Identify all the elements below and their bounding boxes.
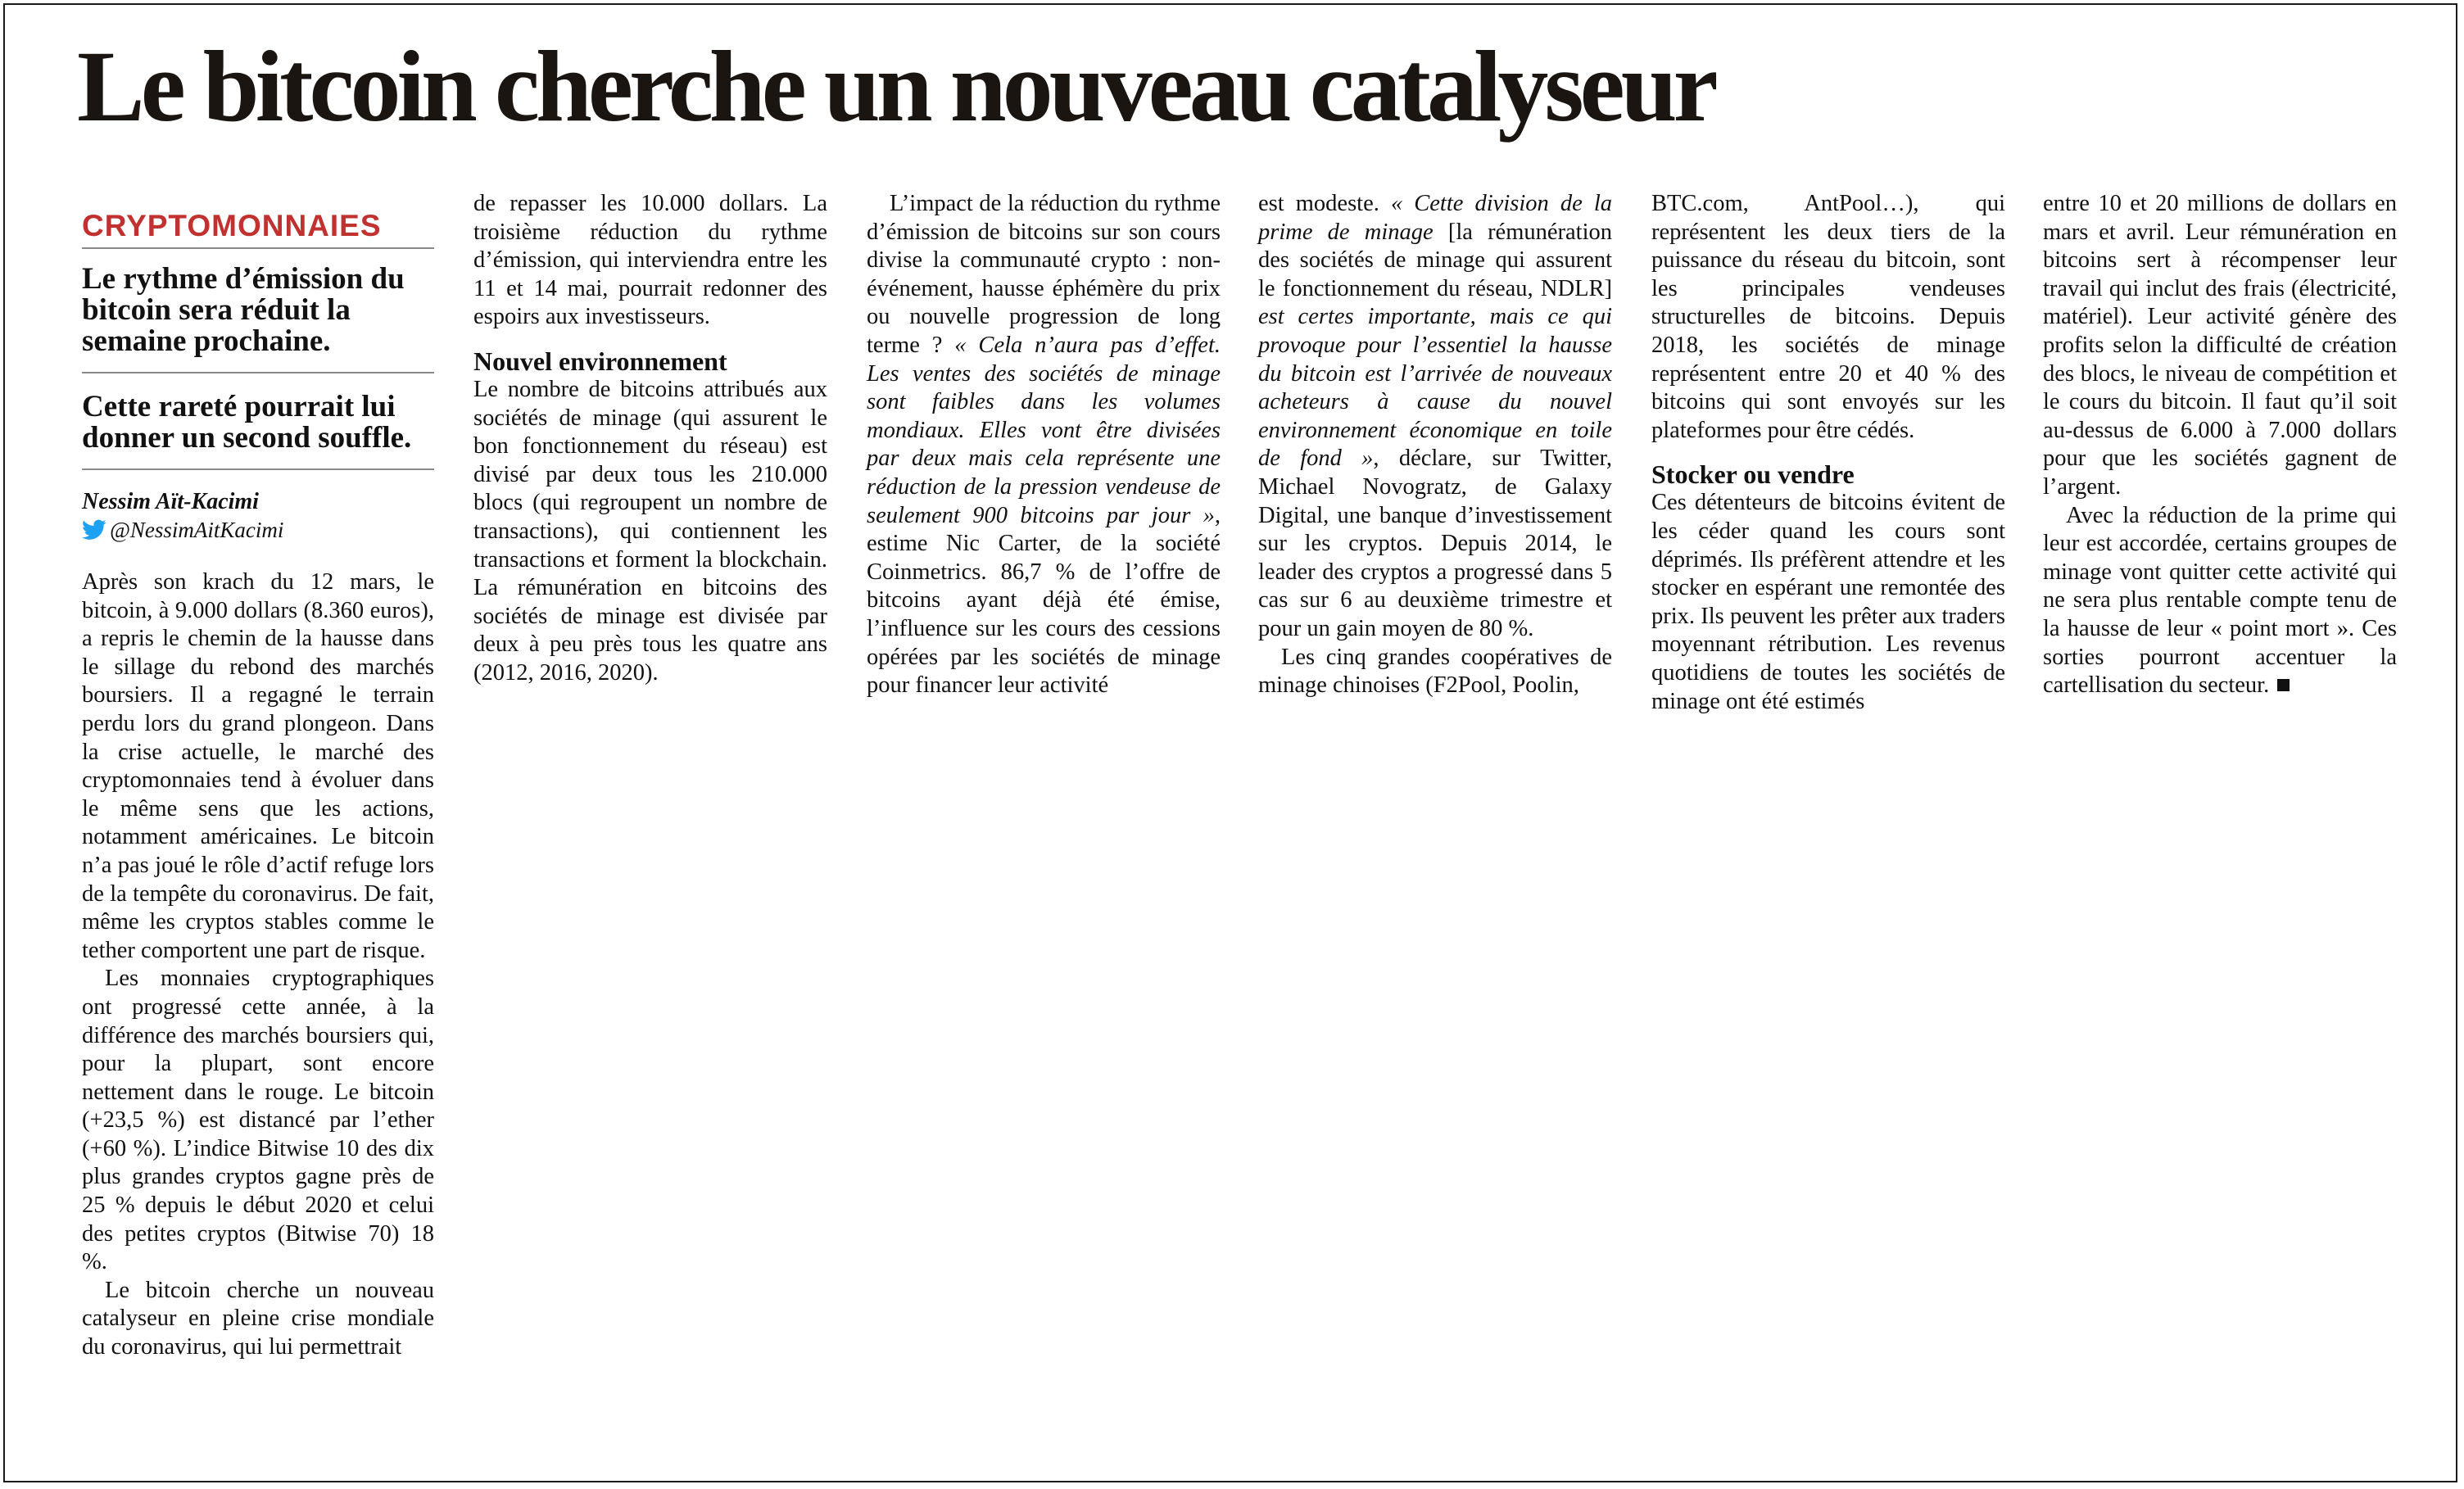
headline: Le bitcoin cherche un nouveau catalyseur — [77, 30, 1714, 143]
article-column-2 — [473, 190, 827, 688]
standfirst-2: Cette rareté pourrait lui donner un second souffle. — [82, 391, 434, 470]
subheading: Nouvel environnement — [473, 346, 727, 376]
paragraph: Après son krach du 12 mars, le bitcoin, à 9.000 dollars (8.360 euros), a repris le chemin de la hausse dans le sillage du rebond des marchés boursiers. Il a regagné le terrain perdu lors du grand plongeon. Dans la crise actuelle, le marché des cryptomonnaies tend à évoluer dans le même sens que les actions, notamment américaines. Le bitcoin n’a pas joué le rôle d’actif refuge lors de la tempête du coronavirus. De fait, même les cryptos stables comme le tether comportent une part de risque. — [82, 569, 434, 963]
paragraph: Le nombre de bitcoins attribués aux sociétés de minage (qui assurent le bon fonctionnement du réseau) est divisé par deux tous les 210.000 blocs (qui regroupent un nombre de transactions), qui contiennent les transactions et forment la blockchain. La rémunération en bitcoins des sociétés de minage est divisée par deux à peu près tous les quatre ans (2012, 2016, 2020). — [473, 376, 827, 686]
paragraph-text: est modeste. — [1258, 191, 1391, 216]
article-page — [3, 3, 2457, 1482]
section-kicker: CRYPTOMONNAIES — [82, 208, 434, 249]
author-handle: @NessimAitKacimi — [110, 518, 284, 542]
paragraph: BTC.com, AntPool…), qui représentent les deux tiers de la puissance du réseau du bitcoin, sont les principales vendeuses structurelles de bitcoins. Depuis 2018, les sociétés de minage représentent entre 20 et 40 % des bitcoins qui sont envoyés sur les plateformes pour être cédés. — [1651, 191, 2005, 443]
subheading: Stocker ou vendre — [1651, 459, 1855, 490]
quote: « Cela n’aura pas d’effet. Les ventes des sociétés de minage sont faibles dans les volumes mondiaux. Elles vont être divisées par deux mais cela représente une réduction de la pression vendeuse de seulement 900 bitcoins par jour » — [867, 332, 1221, 528]
paragraph — [2043, 502, 2397, 700]
standfirst-1: Le rythme d’émission du bitcoin sera réduit la semaine prochaine. — [82, 264, 434, 373]
end-of-article-mark — [2277, 679, 2290, 691]
twitter-bird-icon — [82, 519, 106, 547]
paragraph: entre 10 et 20 millions de dollars en mars et avril. Leur rémunération en bitcoins sert à récompenser leur travail qui inclut des frais (électricité, matériel). Leur activité génère des profits selon la difficulté de création des blocs, le niveau de compétition et le cours du bitcoin. Il faut qu’il soit au-dessus de 6.000 à 7.000 dollars pour que les sociétés gagnent de l’argent. — [2043, 191, 2397, 500]
author-name: Nessim Aït-Kacimi — [82, 489, 259, 514]
paragraph-text: Avec la réduction de la prime qui leur est accordée, certains groupes de minage vont quitter cette activité qui ne sera plus rentable compte tenu de la hausse de leur « point mort ». Ces sorties pourront accentuer la cartellisation du secteur. — [2043, 502, 2397, 699]
paragraph-text: L’impact de la réduction du rythme d’émission de bitcoins sur son cours divise la communauté crypto : non-événement, hausse éphémère du prix ou nouvelle progression de long terme ? — [867, 191, 1221, 358]
article-column-6 — [2043, 190, 2397, 700]
paragraph: de repasser les 10.000 dollars. La troisième réduction du rythme d’émission, qui interviendra entre les 11 et 14 mai, pourrait redonner des espoirs aux investisseurs. — [473, 191, 827, 330]
editor-note: [la rémunération des sociétés de minage qui assurent le fonctionnement du réseau, NDLR] — [1258, 219, 1612, 301]
article-column-4 — [1258, 190, 1612, 700]
paragraph: Ces détenteurs de bitcoins évitent de les céder quand les cours sont déprimés. Ils préfèrent attendre et les stocker en espérant une remontée des prix. Ils peuvent les prêter aux traders moyennant rétribution. Les revenus quotidiens de toutes les sociétés de minage ont été estimés — [1651, 490, 2005, 714]
quote: est certes importante, mais ce qui provoque pour l’essentiel la hausse du bitcoin est l’arrivée de nouveaux acheteurs à cause du nouvel environnement économique en toile de fond » — [1258, 304, 1612, 472]
paragraph — [1258, 190, 1612, 644]
article-column-3 — [867, 190, 1221, 700]
quote: « Cette division de la prime de minage — [1258, 191, 1612, 245]
article-column-5 — [1651, 190, 2005, 716]
paragraph — [867, 190, 1221, 700]
paragraph-text: , estime Nic Carter, de la société Coinmetrics. 86,7 % de l’offre de bitcoins ayant déjà été émise, l’influence sur les cours des cessions opérées par les sociétés de minage pour financer leur activité — [867, 502, 1221, 699]
paragraph-text: , déclare, sur Twitter, Michael Novogratz, de Galaxy Digital, une banque d’investissement sur les cryptos. Depuis 2014, le leader des cryptos a progressé dans 5 cas sur 6 au deuxième trimestre et pour un gain moyen de 80 %. — [1258, 446, 1612, 641]
paragraph: Les monnaies cryptographiques ont progressé cette année, à la différence des marchés boursiers qui, pour la plupart, sont encore nettement dans le rouge. Le bitcoin (+23,5 %) est distancé par l’ether (+60 %). L’indice Bitwise 10 des dix plus grandes cryptos gagne près de 25 % depuis le début 2020 et celui des petites cryptos (Bitwise 70) 18 %. — [82, 966, 434, 1275]
paragraph: Le bitcoin cherche un nouveau catalyseur en pleine crise mondiale du coronavirus, qui lui permettrait — [82, 1277, 434, 1360]
article-column-1 — [82, 208, 434, 1362]
author-twitter[interactable] — [82, 516, 434, 547]
paragraph: Les cinq grandes coopératives de minage chinoises (F2Pool, Poolin, — [1258, 644, 1612, 699]
